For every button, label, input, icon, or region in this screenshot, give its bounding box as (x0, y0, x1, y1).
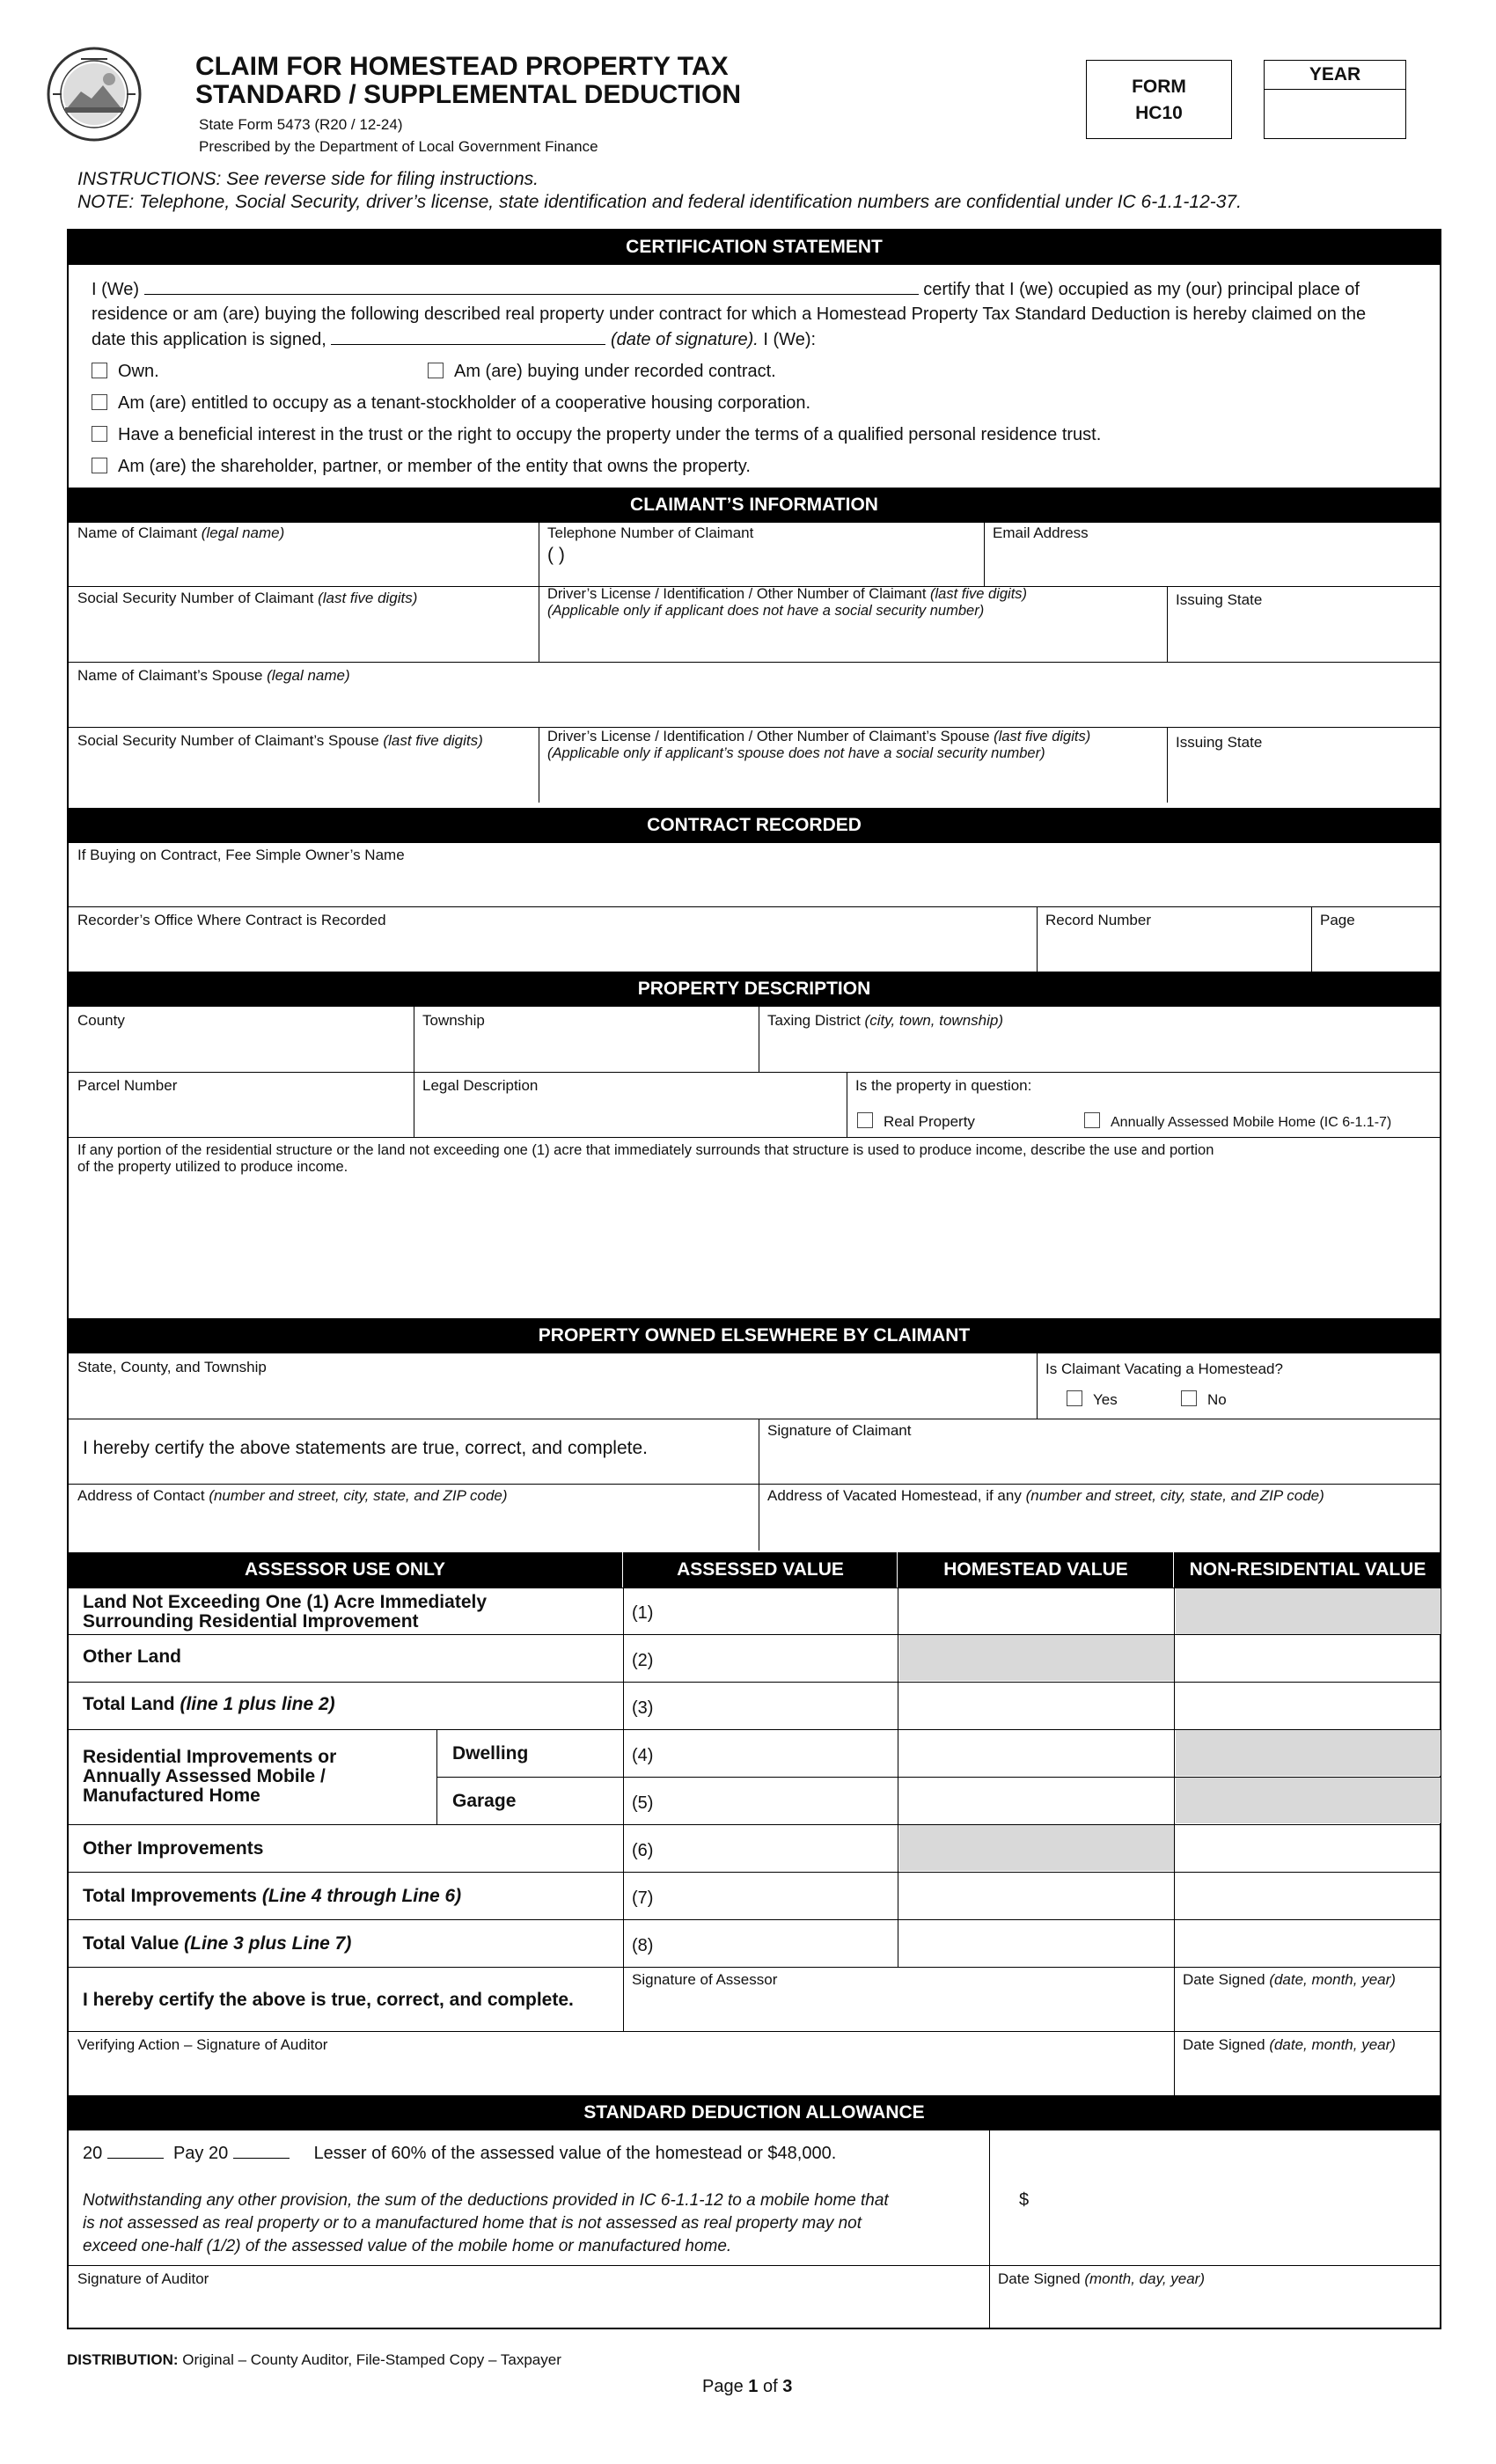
checkbox-yes[interactable] (1067, 1390, 1082, 1406)
row7-label: Total Improvements (Line 4 through Line 6) (83, 1886, 462, 1906)
form-frame (67, 229, 1441, 2329)
claimant-ssn-field[interactable]: Social Security Number of Claimant (last five digits) (77, 590, 418, 606)
deduction-year-field[interactable] (107, 2140, 164, 2159)
line-number-6: (6) (632, 1841, 654, 1860)
row5-nonres-shaded (1176, 1778, 1441, 1823)
homestead-value-col-header: HOMESTEAD VALUE (898, 1552, 1173, 1588)
year-field[interactable] (1265, 90, 1405, 137)
confidentiality-note: NOTE: Telephone, Social Security, driver’s license, state identification and federal identification numbers are confidential under IC 6-1.1-12-37. (77, 192, 1242, 212)
state-seal-icon (46, 46, 143, 143)
row6-homestead-shaded (899, 1825, 1174, 1871)
checkbox-mobile-home[interactable] (1084, 1112, 1100, 1128)
line-number-5: (5) (632, 1793, 654, 1813)
claimant-heading: CLAIMANT’S INFORMATION (68, 488, 1441, 523)
row2-homestead-shaded (899, 1635, 1174, 1681)
instructions: INSTRUCTIONS: See reverse side for filing instructions. (77, 169, 539, 189)
checkbox-buying[interactable] (428, 363, 444, 378)
auditor-date-field[interactable]: Date Signed (month, day, year) (998, 2270, 1205, 2287)
spouse-issuing-state-field[interactable]: Issuing State (1176, 734, 1263, 751)
allowance-heading: STANDARD DEDUCTION ALLOWANCE (68, 2095, 1441, 2130)
checkbox-cooperative[interactable] (92, 394, 107, 410)
line-number-2: (2) (632, 1651, 654, 1670)
row2-label: Other Land (83, 1646, 182, 1667)
recorder-office-field[interactable]: Recorder’s Office Where Contract is Recorded (77, 912, 386, 928)
line-number-8: (8) (632, 1936, 654, 1955)
contract-heading: CONTRACT RECORDED (68, 808, 1441, 843)
claimant-names-field[interactable] (144, 276, 919, 295)
option-entity[interactable]: Am (are) the shareholder, partner, or member of the entity that owns the property. (92, 454, 751, 479)
claimant-certify-text: I hereby certify the above statements are true, correct, and complete. (83, 1438, 648, 1458)
line-number-4: (4) (632, 1746, 654, 1765)
claimant-license-field[interactable]: Driver’s License / Identification / Other Number of Claimant (last five digits) (Applicable only if applicant does not have a social security number) (547, 586, 1028, 619)
certification-statement: I (We) certify that I (we) occupied as my (our) principal place of residence or am (are) buying the following described real property under contract for which a Homestead Property Tax Standard Deduction is hereby claimed on the date this application is signed, (date of signature). I (We): (92, 276, 1429, 352)
form-id-box: FORM HC10 (1086, 60, 1232, 139)
line-number-3: (3) (632, 1698, 654, 1718)
township-field[interactable]: Township (422, 1012, 485, 1029)
vacated-address-field[interactable]: Address of Vacated Homestead, if any (number and street, city, state, and ZIP code) (767, 1487, 1324, 1504)
option-own[interactable]: Own. (92, 359, 159, 384)
taxing-district-field[interactable]: Taxing District (city, town, township) (767, 1012, 1004, 1029)
checkbox-trust[interactable] (92, 426, 107, 442)
deduction-amount-field[interactable]: $ (1019, 2190, 1030, 2210)
claimant-signature-field[interactable]: Signature of Claimant (767, 1422, 912, 1439)
dwelling-label: Dwelling (452, 1743, 529, 1764)
claimant-name-field[interactable]: Name of Claimant (legal name) (77, 524, 285, 541)
record-number-field[interactable]: Record Number (1045, 912, 1151, 928)
spouse-name-field[interactable]: Name of Claimant’s Spouse (legal name) (77, 667, 350, 684)
line-number-7: (7) (632, 1888, 654, 1908)
row1-nonres-shaded (1176, 1588, 1441, 1634)
page-indicator: Page 1 of 3 (702, 2377, 793, 2396)
county-field[interactable]: County (77, 1012, 125, 1029)
assessor-signature-field[interactable]: Signature of Assessor (632, 1971, 778, 1988)
prescribed-by: Prescribed by the Department of Local Government Finance (199, 138, 598, 155)
claimant-email-field[interactable]: Email Address (993, 524, 1089, 541)
checkbox-entity[interactable] (92, 458, 107, 473)
record-page-field[interactable]: Page (1320, 912, 1355, 928)
legal-description-field[interactable]: Legal Description (422, 1077, 539, 1094)
non-residential-col-header: NON-RESIDENTIAL VALUE (1175, 1552, 1441, 1588)
row45-label: Residential Improvements or Annually Assessed Mobile / Manufactured Home (83, 1747, 337, 1806)
row3-label: Total Land (line 1 plus line 2) (83, 1694, 335, 1714)
date-of-signature-field[interactable] (331, 326, 605, 345)
row8-label: Total Value (Line 3 plus Line 7) (83, 1933, 352, 1954)
option-trust[interactable]: Have a beneficial interest in the trust or the right to occupy the property under the terms of a qualified personal residence trust. (92, 422, 1101, 447)
assessor-certify-text: I hereby certify the above is true, correct, and complete. (83, 1990, 574, 2010)
certification-heading: CERTIFICATION STATEMENT (68, 230, 1441, 265)
garage-label: Garage (452, 1791, 517, 1811)
assessor-col-header: ASSESSOR USE ONLY (68, 1552, 622, 1588)
spouse-license-field[interactable]: Driver’s License / Identification / Other Number of Claimant’s Spouse (last five digits) (Applicable only if applicant’s spouse does not have a social security number) (547, 729, 1091, 761)
option-vacating-no[interactable]: No (1181, 1390, 1227, 1408)
claimant-issuing-state-field[interactable]: Issuing State (1176, 591, 1263, 608)
option-mobile-home[interactable]: Annually Assessed Mobile Home (IC 6-1.1-7) (1084, 1112, 1391, 1131)
income-use-field[interactable]: If any portion of the residential structure or the land not exceeding one (1) acre that immediately surrounds that structure is used to produce income, describe the use and portion of the property utilized to produce income. (77, 1142, 1214, 1175)
elsewhere-location-field[interactable]: State, County, and Township (77, 1359, 267, 1375)
parcel-number-field[interactable]: Parcel Number (77, 1077, 178, 1094)
vacating-question: Is Claimant Vacating a Homestead? (1045, 1360, 1283, 1377)
fee-owner-name-field[interactable]: If Buying on Contract, Fee Simple Owner’s Name (77, 847, 405, 863)
deduction-year-line: 20 Pay 20 Lesser of 60% of the assessed value of the homestead or $48,000. (83, 2140, 836, 2166)
form-title: CLAIM FOR HOMESTEAD PROPERTY TAX STANDARD / SUPPLEMENTAL DEDUCTION (195, 52, 742, 109)
option-buying[interactable]: Am (are) buying under recorded contract. (428, 359, 776, 384)
elsewhere-heading: PROPERTY OWNED ELSEWHERE BY CLAIMANT (68, 1318, 1441, 1353)
spouse-ssn-field[interactable]: Social Security Number of Claimant’s Spouse (last five digits) (77, 732, 483, 749)
mobile-home-notice: Notwithstanding any other provision, the sum of the deductions provided in IC 6-1.1-12 to a mobile home that is not assessed as real property or to a manufactured home that is not assessed as real property may not exceed one-half (1/2) of the assessed value of the mobile home or manufactured home. (83, 2191, 889, 2255)
option-vacating-yes[interactable]: Yes (1067, 1390, 1118, 1408)
option-real-property[interactable]: Real Property (857, 1112, 975, 1130)
claimant-phone-field[interactable]: Telephone Number of Claimant ( ) (547, 524, 754, 565)
year-box: YEAR (1264, 60, 1406, 139)
line-number-1: (1) (632, 1603, 654, 1623)
checkbox-real-property[interactable] (857, 1112, 873, 1128)
distribution-note: DISTRIBUTION: Original – County Auditor, File-Stamped Copy – Taxpayer (67, 2351, 561, 2368)
auditor-signature-field[interactable]: Signature of Auditor (77, 2270, 209, 2287)
property-heading: PROPERTY DESCRIPTION (68, 972, 1441, 1007)
assessor-date-field[interactable]: Date Signed (date, month, year) (1183, 1971, 1396, 1988)
state-form-number: State Form 5473 (R20 / 12-24) (199, 116, 403, 133)
pay-year-field[interactable] (233, 2140, 290, 2159)
checkbox-own[interactable] (92, 363, 107, 378)
row1-label: Land Not Exceeding One (1) Acre Immediately Surrounding Residential Improvement (83, 1592, 488, 1632)
checkbox-no[interactable] (1181, 1390, 1197, 1406)
option-cooperative[interactable]: Am (are) entitled to occupy as a tenant-stockholder of a cooperative housing corporation. (92, 391, 810, 415)
assessed-value-col-header: ASSESSED VALUE (624, 1552, 897, 1588)
auditor-verify-date-field[interactable]: Date Signed (date, month, year) (1183, 2036, 1396, 2053)
contact-address-field[interactable]: Address of Contact (number and street, city, state, and ZIP code) (77, 1487, 508, 1504)
property-type-question: Is the property in question: (855, 1077, 1032, 1094)
row6-label: Other Improvements (83, 1838, 264, 1859)
auditor-verify-field[interactable]: Verifying Action – Signature of Auditor (77, 2036, 328, 2053)
row4-nonres-shaded (1176, 1730, 1441, 1776)
